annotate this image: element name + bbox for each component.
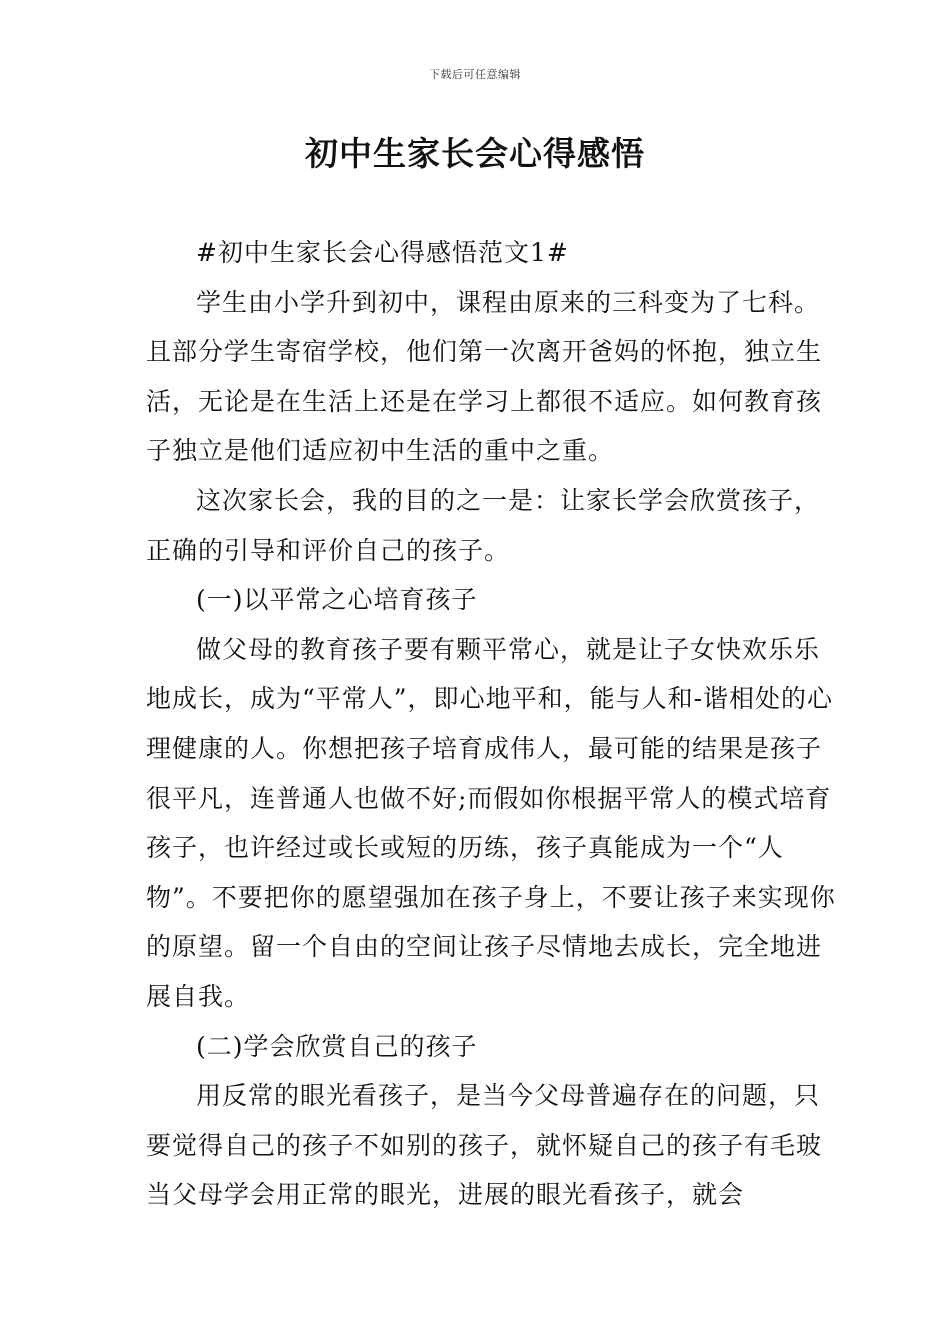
document-body <box>146 228 836 1220</box>
subheading-1: (一)以平常之心培育孩子 <box>196 585 478 615</box>
section-heading-1: #初中生家长会心得感悟范文1# <box>196 238 569 267</box>
document-title: 初中生家长会心得感悟 <box>305 134 645 173</box>
paragraph: 这次家长会，我的目的之一是：让家长学会欣赏孩子，正确的引导和评价自己的孩子。 <box>146 485 821 565</box>
header-note: 下载后可任意编辑 <box>429 68 521 81</box>
paragraph: 用反常的眼光看孩子，是当今父母普遍存在的问题，只要觉得自己的孩子不如别的孩子，就怀疑自己的孩子有毛玻当父母学会用正常的眼光，进展的眼光看孩子，就会 <box>146 1081 823 1210</box>
paragraph: 做父母的教育孩子要有颗平常心，就是让子女快欢乐乐地成长，成为“平常人”，即心地平和，能与人和-谐相处的心理健康的人。你想把孩子培育成伟人，最可能的结果是孩子很平凡，连普通人也做不好;而假如你根据平常人的模式培育孩子，也许经过或长或短的历练，孩子真能成为一个“人物”。不要把你的愿望强加在孩子身上，不要让孩子来实现你的原望。留一个自由的空间让孩子尽情地去成长，完全地进展自我。 <box>146 634 836 1011</box>
paragraph: 学生由小学升到初中，课程由原来的三科变为了七科。且部分学生寄宿学校，他们第一次离开爸妈的怀抱，独立生活，无论是在生活上还是在学习上都很不适应。如何教育孩子独立是他们适应初中生活的重中之重。 <box>146 287 823 466</box>
subheading-2: (二)学会欣赏自己的孩子 <box>196 1031 478 1061</box>
